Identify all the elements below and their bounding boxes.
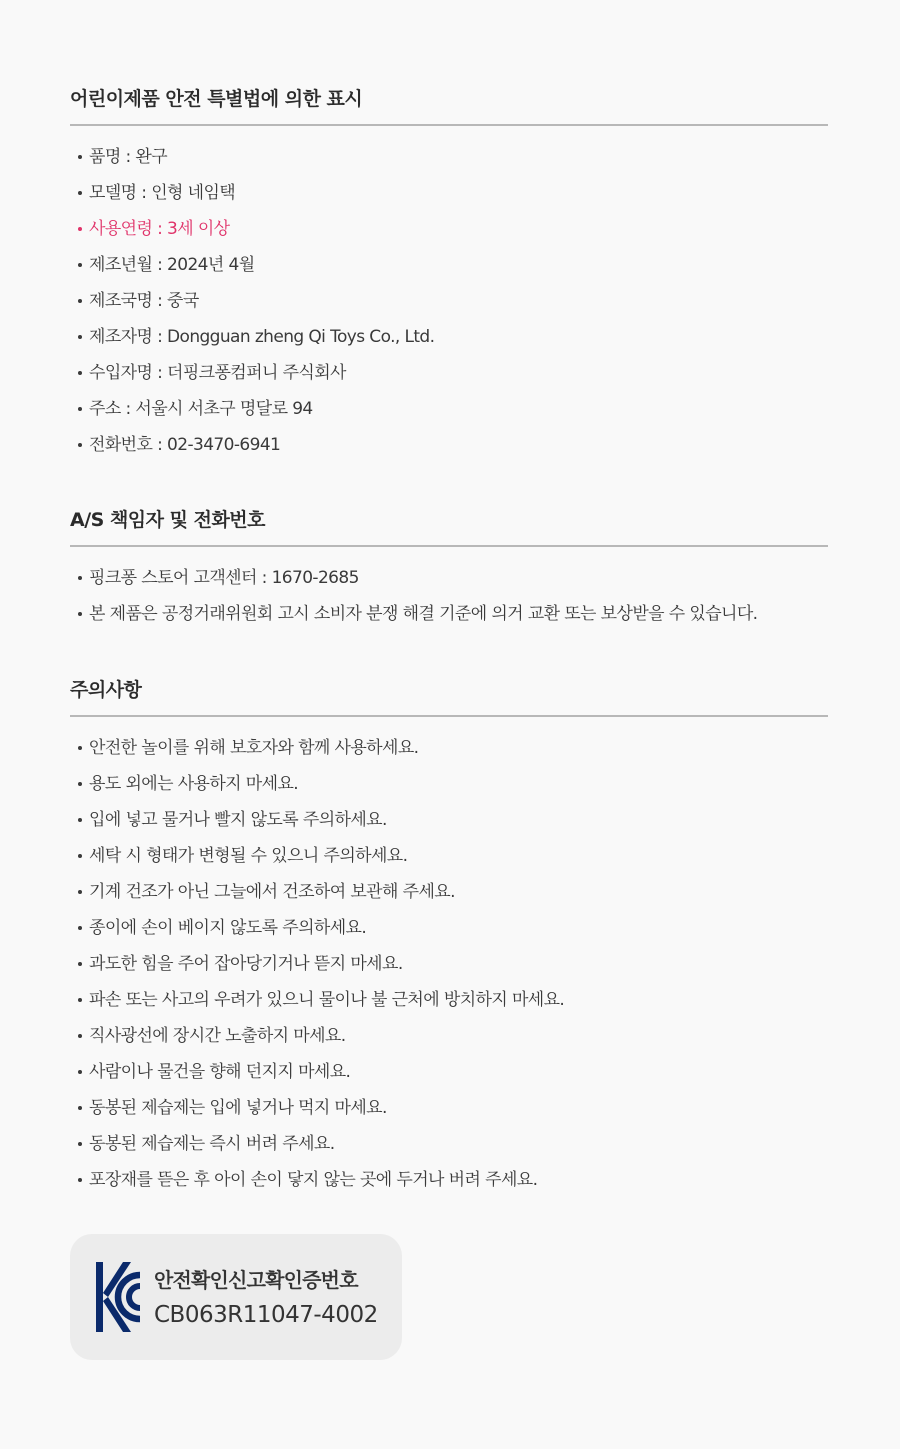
list-item: 품명 : 완구 [70,139,828,175]
list-item: 안전한 놀이를 위해 보호자와 함께 사용하세요. [70,730,828,766]
product-safety-section [70,76,828,463]
list-item: 핑크퐁 스토어 고객센터 : 1670-2685 [70,560,828,596]
list-item: 전화번호 : 02-3470-6941 [70,427,828,463]
kc-mark-icon [96,1262,142,1332]
caution-section [70,667,828,1198]
list-item: 사람이나 물건을 향해 던지지 마세요. [70,1054,828,1090]
list-item: 본 제품은 공정거래위원회 고시 소비자 분쟁 해결 기준에 의거 교환 또는 보상받을 수 있습니다. [70,596,828,632]
list-item: 제조년월 : 2024년 4월 [70,247,828,283]
product-section-title: 어린이제품 안전 특별법에 의한 표시 [70,76,828,126]
list-item: 동봉된 제습제는 입에 넣거나 먹지 마세요. [70,1090,828,1126]
list-item: 기계 건조가 아닌 그늘에서 건조하여 보관해 주세요. [70,874,828,910]
list-item: 제조국명 : 중국 [70,283,828,319]
list-item: 세탁 시 형태가 변형될 수 있으니 주의하세요. [70,838,828,874]
as-section-title: A/S 책임자 및 전화번호 [70,497,828,547]
list-item: 입에 넣고 물거나 빨지 않도록 주의하세요. [70,802,828,838]
caution-section-title: 주의사항 [70,667,828,717]
list-item: 과도한 힘을 주어 잡아당기거나 뜯지 마세요. [70,946,828,982]
list-item: 모델명 : 인형 네임택 [70,175,828,211]
kc-certification-badge [70,1234,402,1360]
list-item: 직사광선에 장시간 노출하지 마세요. [70,1018,828,1054]
as-contact-section [70,497,828,632]
list-item: 포장재를 뜯은 후 아이 손이 닿지 않는 곳에 두거나 버려 주세요. [70,1162,828,1198]
as-info-list [70,560,828,632]
list-item: 주소 : 서울시 서초구 명달로 94 [70,391,828,427]
list-item: 수입자명 : 더핑크퐁컴퍼니 주식회사 [70,355,828,391]
list-item: 파손 또는 사고의 우려가 있으니 물이나 불 근처에 방치하지 마세요. [70,982,828,1018]
list-item: 동봉된 제습제는 즉시 버려 주세요. [70,1126,828,1162]
kc-certification-title: 안전확인신고확인증번호 [154,1268,358,1292]
list-item: 종이에 손이 베이지 않도록 주의하세요. [70,910,828,946]
list-item: 제조자명 : Dongguan zheng Qi Toys Co., Ltd. [70,319,828,355]
list-item: 용도 외에는 사용하지 마세요. [70,766,828,802]
list-item-age-highlight: 사용연령 : 3세 이상 [70,211,828,247]
kc-certification-number: CB063R11047-4002 [154,1302,378,1328]
product-info-list [70,139,828,463]
caution-list [70,730,828,1198]
